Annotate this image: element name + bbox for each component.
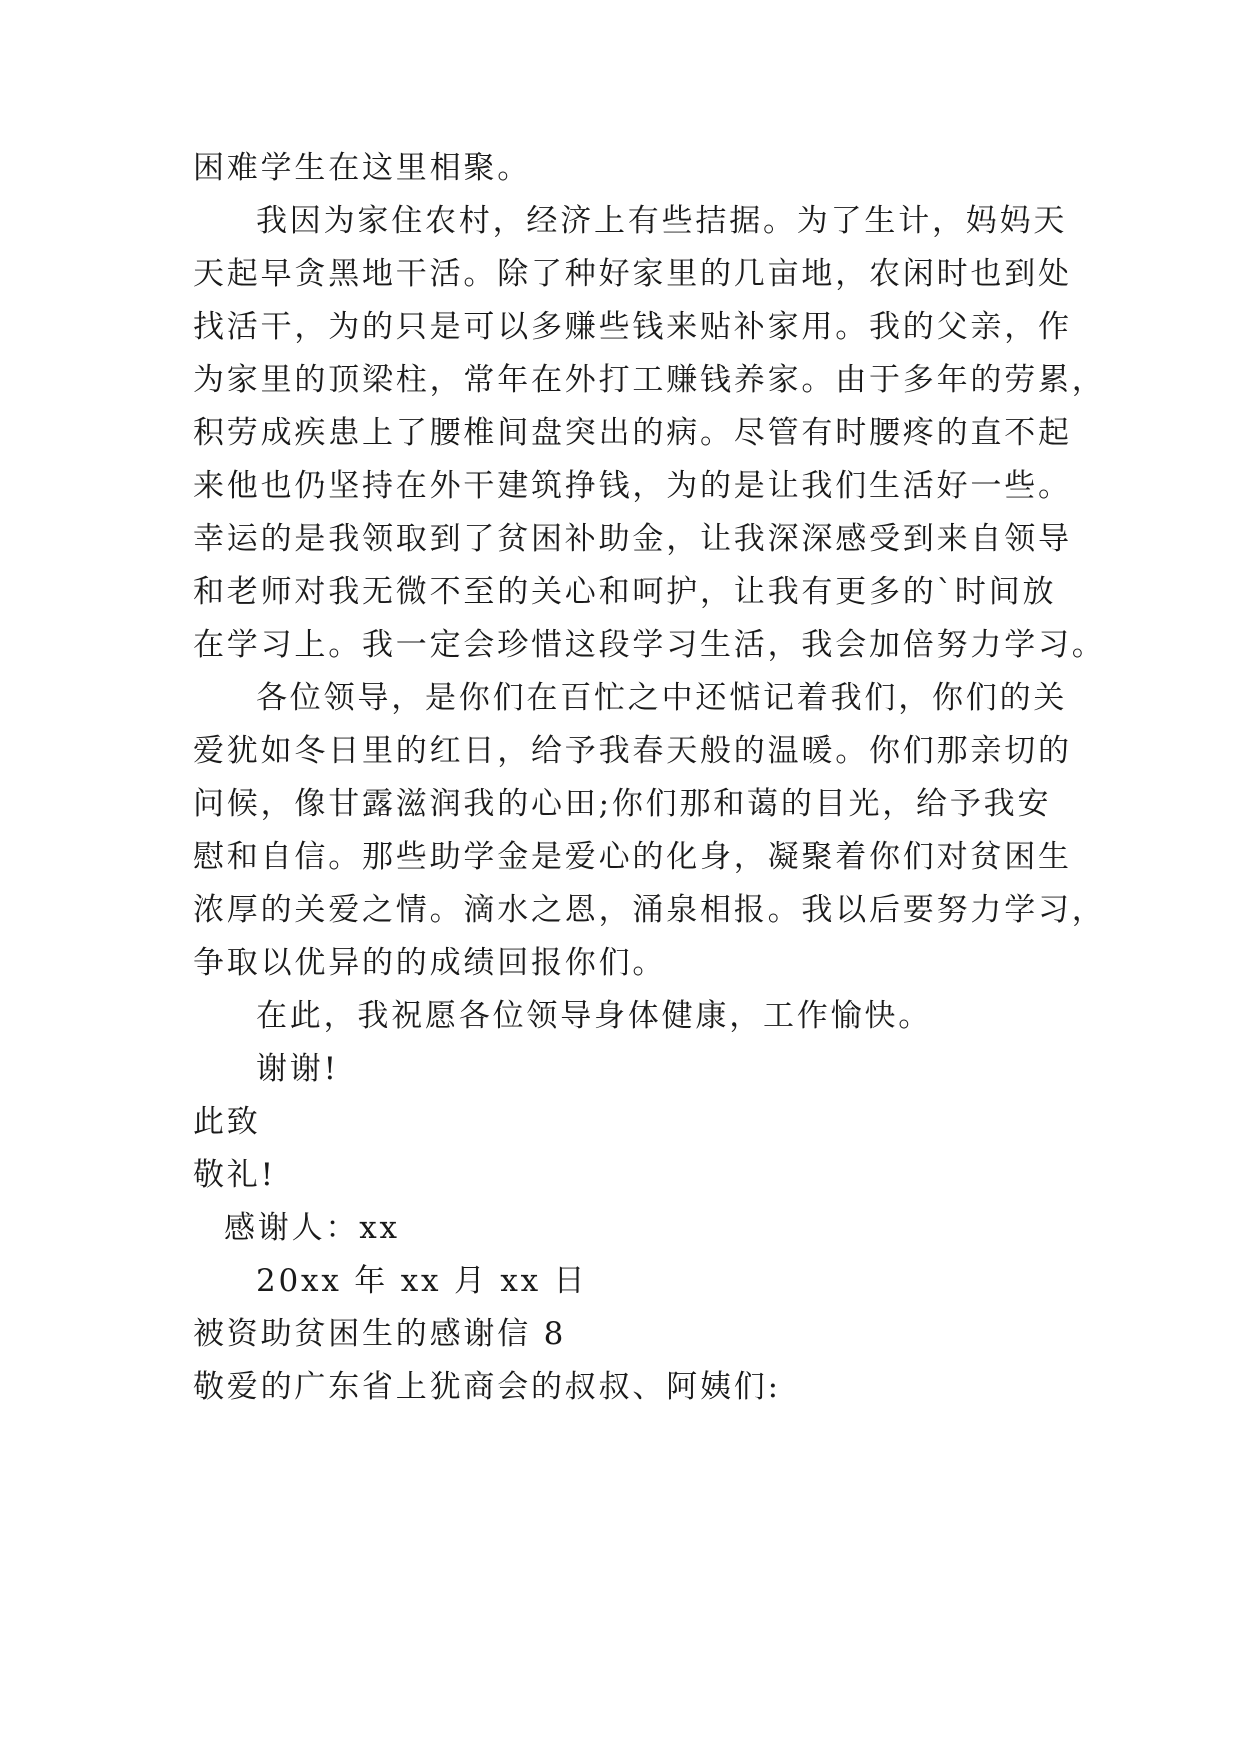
paragraph-start-line: 各位领导，是你们在百忙之中还惦记着我们，你们的关 (256, 680, 1068, 716)
text-line: 为家里的顶梁柱，常年在外打工赚钱养家。由于多年的劳累， (193, 362, 1106, 398)
text-line: 和老师对我无微不至的关心和呵护，让我有更多的`时间放 (193, 574, 1057, 610)
text-line: 问候，像甘露滋润我的心田;你们那和蔼的目光，给予我安 (193, 786, 1052, 822)
paragraph-start-line: 我因为家住农村，经济上有些拮据。为了生计，妈妈天 (256, 203, 1068, 239)
text-line: 积劳成疾患上了腰椎间盘突出的病。尽管有时腰疼的直不起 (193, 415, 1072, 451)
letter-greeting: 敬爱的广东省上犹商会的叔叔、阿姨们: (193, 1369, 781, 1405)
text-line: 在学习上。我一定会珍惜这段学习生活，我会加倍努力学习。 (193, 627, 1106, 663)
salutation-line: 此致 (193, 1104, 261, 1140)
text-line: 困难学生在这里相聚。 (193, 150, 531, 186)
text-line: 争取以优异的的成绩回报你们。 (193, 945, 667, 981)
thanks-line: 谢谢! (256, 1051, 339, 1087)
text-line: 找活干，为的只是可以多赚些钱来贴补家用。我的父亲，作 (193, 309, 1072, 345)
text-line: 爱犹如冬日里的红日，给予我春天般的温暖。你们那亲切的 (193, 733, 1072, 769)
text-line: 来他也仍坚持在外干建筑挣钱，为的是让我们生活好一些。 (193, 468, 1072, 504)
text-line: 幸运的是我领取到了贫困补助金，让我深深感受到来自领导 (193, 521, 1072, 557)
text-line: 浓厚的关爱之情。滴水之恩，涌泉相报。我以后要努力学习， (193, 892, 1106, 928)
salutation-line: 敬礼! (193, 1157, 276, 1193)
text-line: 天起早贪黑地干活。除了种好家里的几亩地，农闲时也到处 (193, 256, 1072, 292)
signature-date: 20xx 年 xx 月 xx 日 (256, 1263, 588, 1299)
signature-name: 感谢人：xx (224, 1210, 400, 1246)
text-line: 慰和自信。那些助学金是爱心的化身，凝聚着你们对贫困生 (193, 839, 1072, 875)
closing-wish-line: 在此，我祝愿各位领导身体健康，工作愉快。 (256, 998, 932, 1034)
section-title: 被资助贫困生的感谢信 8 (193, 1316, 567, 1352)
